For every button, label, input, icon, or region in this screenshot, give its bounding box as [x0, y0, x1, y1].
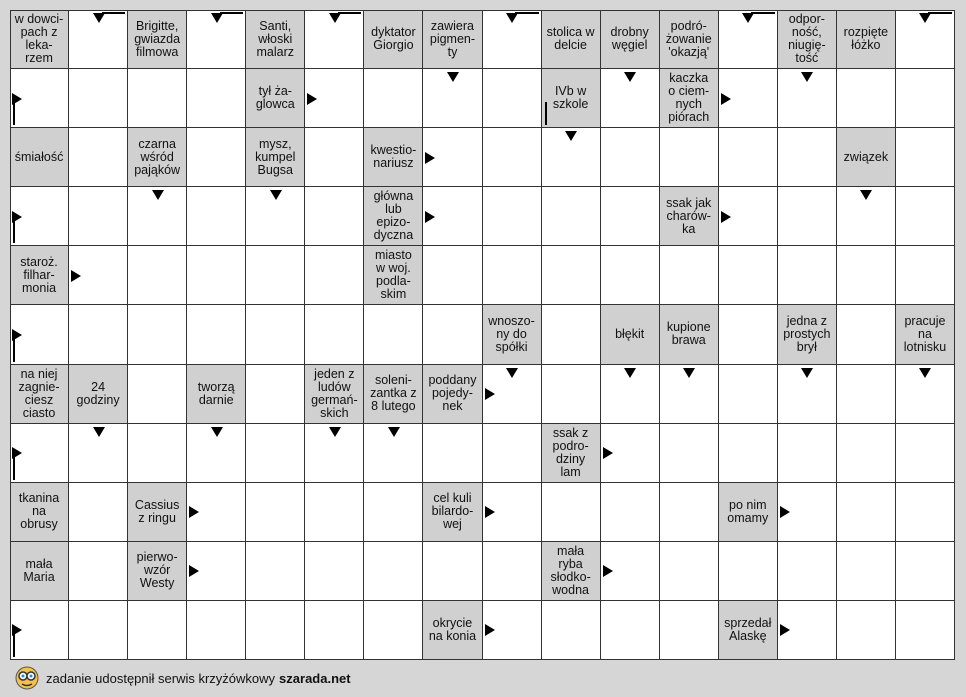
answer-cell[interactable] — [542, 187, 601, 246]
answer-cell[interactable] — [837, 542, 896, 601]
clue-cell — [837, 128, 896, 187]
clue-text: na niej zagnie- ciesz ciasto — [18, 366, 60, 420]
clue-cell — [542, 69, 601, 128]
clue-text: Santi, włoski malarz — [256, 18, 295, 59]
arrow-right-icon — [780, 506, 790, 518]
answer-cell[interactable] — [896, 128, 955, 187]
arrow-down-icon — [624, 72, 636, 82]
answer-cell[interactable] — [778, 128, 837, 187]
clue-text: tkanina na obrusy — [18, 491, 60, 532]
answer-cell[interactable] — [364, 601, 423, 660]
clue-cell — [660, 187, 719, 246]
clue-text: mysz, kumpel Bugsa — [255, 136, 296, 177]
answer-cell[interactable] — [69, 69, 128, 128]
clue-text: odpor- ność, niugię- tość — [788, 12, 826, 66]
footer-text: zadanie udostępnił serwis krzyżówkowy — [46, 670, 276, 686]
arrow-right-icon — [485, 506, 495, 518]
answer-cell[interactable] — [660, 246, 719, 305]
clue-text: dyktator Giorgio — [371, 25, 416, 53]
answer-cell[interactable] — [601, 246, 660, 305]
footer — [14, 662, 351, 694]
clue-cell — [10, 128, 69, 187]
arrow-down-icon — [801, 72, 813, 82]
arrow-down-icon — [329, 13, 341, 23]
answer-cell[interactable] — [483, 246, 542, 305]
clue-cell — [542, 424, 601, 483]
clue-cell — [10, 365, 69, 424]
clue-text: w dowci- pach z leka- rzem — [14, 12, 64, 66]
arrow-right-icon — [12, 624, 22, 636]
clue-cell — [305, 365, 364, 424]
answer-cell[interactable] — [246, 365, 305, 424]
answer-cell[interactable] — [601, 128, 660, 187]
answer-cell[interactable] — [423, 305, 482, 364]
clue-cell — [542, 10, 601, 69]
clue-cell — [423, 10, 482, 69]
answer-cell[interactable] — [423, 424, 482, 483]
clue-cell — [423, 483, 482, 542]
answer-cell[interactable] — [719, 365, 778, 424]
answer-cell[interactable] — [423, 246, 482, 305]
arrow-right-icon — [12, 447, 22, 459]
answer-cell[interactable] — [483, 69, 542, 128]
clue-text: główna lub epizo- dyczna — [373, 189, 414, 243]
answer-cell[interactable] — [896, 69, 955, 128]
answer-cell[interactable] — [187, 601, 246, 660]
answer-cell[interactable] — [542, 365, 601, 424]
clue-cell — [364, 10, 423, 69]
arrow-down-icon — [919, 13, 931, 23]
answer-cell[interactable] — [896, 246, 955, 305]
answer-cell[interactable] — [837, 365, 896, 424]
answer-cell[interactable] — [601, 187, 660, 246]
clue-cell — [896, 305, 955, 364]
arrow-down-icon — [919, 368, 931, 378]
answer-cell[interactable] — [305, 601, 364, 660]
clue-cell — [246, 69, 305, 128]
clue-text: pracuje na lotnisku — [903, 313, 947, 354]
arrow-right-icon — [721, 93, 731, 105]
answer-cell[interactable] — [128, 424, 187, 483]
answer-cell[interactable] — [719, 542, 778, 601]
arrow-down-icon — [860, 190, 872, 200]
answer-cell[interactable] — [128, 365, 187, 424]
clue-cell — [187, 365, 246, 424]
answer-cell[interactable] — [483, 128, 542, 187]
answer-cell[interactable] — [660, 483, 719, 542]
answer-cell[interactable] — [246, 601, 305, 660]
clue-cell — [364, 365, 423, 424]
footer-brand-link[interactable]: szarada.net — [279, 670, 351, 686]
clue-text: jedna z prostych brył — [783, 313, 831, 354]
answer-cell[interactable] — [128, 246, 187, 305]
answer-cell[interactable] — [896, 542, 955, 601]
answer-cell[interactable] — [837, 601, 896, 660]
arrow-down-icon — [742, 13, 754, 23]
clue-text: ssak z podro- dziny lam — [552, 425, 589, 479]
answer-cell[interactable] — [660, 542, 719, 601]
answer-cell[interactable] — [364, 69, 423, 128]
answer-cell[interactable] — [69, 601, 128, 660]
answer-cell[interactable] — [542, 305, 601, 364]
szarada-logo-icon — [14, 665, 40, 691]
answer-cell[interactable] — [246, 542, 305, 601]
answer-cell[interactable] — [837, 246, 896, 305]
clue-text: poddany pojedy- nek — [428, 373, 477, 414]
answer-cell[interactable] — [423, 542, 482, 601]
clue-cell — [423, 365, 482, 424]
arrow-right-icon — [425, 152, 435, 164]
answer-cell[interactable] — [601, 601, 660, 660]
clue-text: 24 godziny — [76, 379, 120, 407]
answer-cell[interactable] — [128, 69, 187, 128]
answer-cell[interactable] — [601, 483, 660, 542]
answer-cell[interactable] — [305, 128, 364, 187]
answer-cell[interactable] — [542, 601, 601, 660]
arrow-right-icon — [71, 270, 81, 282]
clue-text: tył ża- glowca — [255, 84, 295, 112]
clue-text: rozpięte łóżko — [843, 25, 889, 53]
arrow-right-icon — [189, 506, 199, 518]
clue-text: śmiałość — [14, 149, 64, 164]
answer-cell[interactable] — [660, 128, 719, 187]
clue-cell — [601, 305, 660, 364]
clue-cell — [778, 305, 837, 364]
answer-cell[interactable] — [483, 424, 542, 483]
arrow-down-icon — [211, 13, 223, 23]
clue-cell — [542, 542, 601, 601]
answer-cell[interactable] — [305, 483, 364, 542]
arrow-right-icon — [12, 211, 22, 223]
answer-cell[interactable] — [660, 601, 719, 660]
clue-cell — [246, 10, 305, 69]
clue-cell — [423, 601, 482, 660]
answer-cell[interactable] — [69, 483, 128, 542]
arrow-down-icon — [93, 427, 105, 437]
answer-cell[interactable] — [187, 187, 246, 246]
answer-cell[interactable] — [69, 128, 128, 187]
arrow-down-icon — [624, 368, 636, 378]
answer-cell[interactable] — [187, 305, 246, 364]
clue-cell — [128, 128, 187, 187]
answer-cell[interactable] — [187, 128, 246, 187]
arrow-down-icon — [683, 368, 695, 378]
arrow-right-icon — [603, 447, 613, 459]
answer-cell[interactable] — [837, 305, 896, 364]
clue-text: Brigitte, gwiazda filmowa — [134, 18, 181, 59]
answer-cell[interactable] — [837, 424, 896, 483]
arrow-down-icon — [447, 72, 459, 82]
answer-cell[interactable] — [660, 424, 719, 483]
clue-text: kwestio- nariusz — [370, 143, 417, 171]
clue-text: mała ryba słodko- wodna — [550, 543, 591, 597]
clue-text: ssak jak charów- ka — [666, 195, 712, 236]
answer-cell[interactable] — [364, 542, 423, 601]
answer-cell[interactable] — [719, 305, 778, 364]
clue-cell — [660, 10, 719, 69]
clue-cell — [10, 10, 69, 69]
arrow-right-icon — [12, 329, 22, 341]
answer-cell[interactable] — [896, 187, 955, 246]
answer-cell[interactable] — [483, 187, 542, 246]
clue-cell — [364, 128, 423, 187]
clue-text: po nim omamy — [727, 497, 769, 525]
answer-cell[interactable] — [69, 305, 128, 364]
clue-text: czarna wśród pająków — [134, 136, 181, 177]
arrow-right-icon — [189, 565, 199, 577]
clue-text: mała Maria — [23, 556, 55, 584]
clue-cell — [69, 365, 128, 424]
clue-text: okrycie na konia — [428, 615, 477, 643]
clue-cell — [483, 305, 542, 364]
answer-cell[interactable] — [837, 69, 896, 128]
answer-cell[interactable] — [896, 424, 955, 483]
clue-cell — [128, 542, 187, 601]
clue-text: staroż. filhar- monia — [20, 254, 58, 295]
arrow-right-icon — [425, 211, 435, 223]
arrow-down-icon — [388, 427, 400, 437]
clue-text: związek — [843, 149, 889, 164]
arrow-down-icon — [152, 190, 164, 200]
answer-cell[interactable] — [69, 542, 128, 601]
answer-cell[interactable] — [187, 69, 246, 128]
arrow-right-icon — [307, 93, 317, 105]
arrow-down-icon — [506, 368, 518, 378]
arrow-right-icon — [485, 388, 495, 400]
answer-cell[interactable] — [778, 542, 837, 601]
answer-cell[interactable] — [896, 483, 955, 542]
arrow-down-icon — [506, 13, 518, 23]
answer-cell[interactable] — [246, 246, 305, 305]
answer-cell[interactable] — [187, 246, 246, 305]
crossword-grid — [10, 10, 955, 660]
answer-cell[interactable] — [69, 187, 128, 246]
clue-cell — [10, 483, 69, 542]
clue-text: błękit — [615, 326, 645, 341]
clue-text: IVb w szkole — [552, 84, 589, 112]
arrow-down-icon — [211, 427, 223, 437]
answer-cell[interactable] — [246, 424, 305, 483]
answer-cell[interactable] — [778, 424, 837, 483]
arrow-right-icon — [780, 624, 790, 636]
answer-cell[interactable] — [542, 483, 601, 542]
answer-cell[interactable] — [246, 305, 305, 364]
answer-cell[interactable] — [483, 542, 542, 601]
clue-cell — [10, 246, 69, 305]
clue-text: drobny węgiel — [610, 25, 649, 53]
clue-text: cel kuli bilardo- wej — [431, 491, 474, 532]
answer-cell[interactable] — [778, 246, 837, 305]
clue-cell — [601, 10, 660, 69]
arrow-down-icon — [329, 427, 341, 437]
arrow-down-icon — [565, 131, 577, 141]
clue-text: soleni- zantka z 8 lutego — [370, 373, 417, 414]
clue-text: zawiera pigmen- ty — [429, 18, 476, 59]
clue-cell — [719, 601, 778, 660]
answer-cell[interactable] — [719, 246, 778, 305]
answer-cell[interactable] — [128, 601, 187, 660]
arrow-right-icon — [12, 93, 22, 105]
clue-text: podró- żowanie 'okazją' — [665, 18, 712, 59]
clue-cell — [128, 10, 187, 69]
clue-cell — [778, 10, 837, 69]
clue-cell — [660, 305, 719, 364]
clue-text: pierwo- wzór Westy — [136, 550, 178, 591]
clue-cell — [128, 483, 187, 542]
arrow-down-icon — [93, 13, 105, 23]
clue-text: kaczka o ciem- nych piórach — [668, 71, 710, 125]
answer-cell[interactable] — [719, 128, 778, 187]
clue-text: miasto w woj. podla- skim — [374, 248, 412, 302]
arrow-right-icon — [603, 565, 613, 577]
clue-text: jeden z ludów germań- skich — [311, 366, 358, 420]
answer-cell[interactable] — [305, 246, 364, 305]
answer-cell[interactable] — [305, 305, 364, 364]
clue-text: sprzedał Alaskę — [724, 615, 772, 643]
answer-cell[interactable] — [305, 542, 364, 601]
clue-text: Cassius z ringu — [134, 497, 180, 525]
answer-cell[interactable] — [364, 305, 423, 364]
clue-cell — [364, 187, 423, 246]
arrow-down-icon — [270, 190, 282, 200]
clue-cell — [364, 246, 423, 305]
clue-text: tworzą darnie — [197, 379, 235, 407]
answer-cell[interactable] — [896, 601, 955, 660]
arrow-down-icon — [801, 368, 813, 378]
clue-text: stolica w delcie — [546, 25, 595, 53]
arrow-right-icon — [485, 624, 495, 636]
clue-cell — [246, 128, 305, 187]
clue-cell — [660, 69, 719, 128]
clue-text: wnoszo- ny do spółki — [488, 313, 535, 354]
answer-cell[interactable] — [719, 424, 778, 483]
clue-cell — [10, 542, 69, 601]
answer-cell[interactable] — [128, 305, 187, 364]
arrow-right-icon — [721, 211, 731, 223]
answer-cell[interactable] — [305, 187, 364, 246]
answer-cell[interactable] — [542, 246, 601, 305]
clue-cell — [837, 10, 896, 69]
clue-cell — [719, 483, 778, 542]
answer-cell[interactable] — [246, 483, 305, 542]
answer-cell[interactable] — [837, 483, 896, 542]
answer-cell[interactable] — [778, 187, 837, 246]
clue-text: kupione brawa — [666, 320, 711, 348]
answer-cell[interactable] — [364, 483, 423, 542]
